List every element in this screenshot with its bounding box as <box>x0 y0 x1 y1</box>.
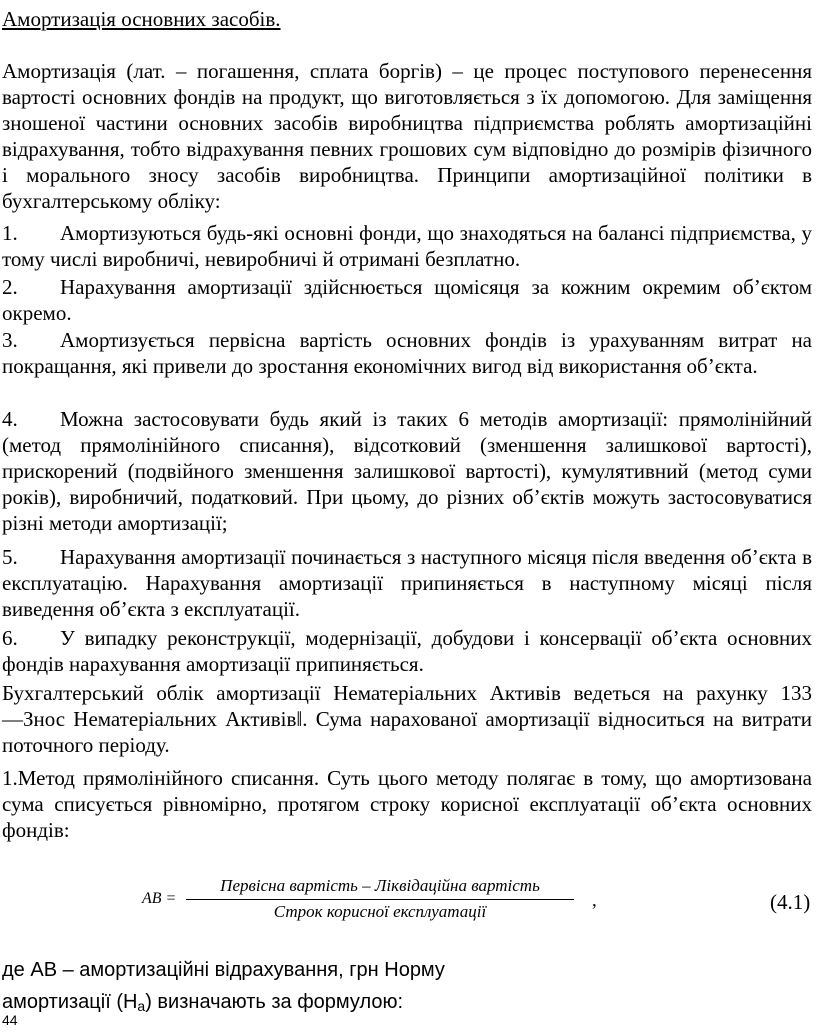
item-number: 4. <box>2 407 18 431</box>
definition-paragraph <box>2 954 812 1022</box>
equation-number: (4.1) <box>770 890 811 914</box>
accounting-paragraph: Бухгалтерський облік амортизації Нематеріальних Активів ведеться на рахунку 133 ―Знос Нематеріальних Активів‖. Сума нарахованої амортизації відноситься на витрати поточного періоду. <box>2 681 812 757</box>
principle-item-1 <box>2 220 812 272</box>
principle-item-3 <box>2 327 812 379</box>
method-paragraph: 1.Метод прямолінійного списання. Суть цього методу полягає в тому, що амортизована сума списується рівномірно, протягом строку корисної експлуатації об’єкта основних фондів: <box>2 766 812 842</box>
fraction-bar <box>186 899 574 900</box>
item-text: У випадку реконструкції, модернізації, добудови і консервації об’єкта основних фондів нарахування амортизації припиняється. <box>2 626 812 676</box>
item-number: 1. <box>2 221 18 245</box>
item-number: 2. <box>2 275 18 299</box>
definition-line-1: де АВ – амортизаційні відрахування, грн Норму <box>2 959 445 981</box>
formula-lhs: АВ = <box>142 890 177 907</box>
line2-end: ) визначають за формулою: <box>145 991 404 1013</box>
principle-item-2 <box>2 274 812 326</box>
item-text: Нарахування амортизації починається з наступного місяця після введення об’єкта в експлуатацію. Нарахування амортизації припиняється в наступному місяці після виведення об’єкта з експлуатації. <box>2 545 812 621</box>
principle-item-6 <box>2 625 812 677</box>
formula-denominator: Строк корисної експлуатації <box>273 902 487 921</box>
item-text: Амортизуються будь-які основні фонди, що знаходяться на балансі підприємства, у тому числі виробничі, невиробничі й отримані безплатно. <box>2 221 812 271</box>
item-text: Можна застосовувати будь який із таких 6 методів амортизації: прямолінійний (метод прямолінійного списання), відсотковий (зменшення залишкової вартості), прискорений (подвійного зменшення залишкової вартості), кумулятивний (метод суми років), виробничий, податковий. При цьому, до різних об’єктів можуть застосовуватися різні методи амортизації; <box>2 407 812 535</box>
item-number: 5. <box>2 545 18 569</box>
principle-item-5 <box>2 544 812 622</box>
item-number: 3. <box>2 328 18 352</box>
line2-start: амортизації (Н <box>2 991 138 1013</box>
definition-line-2 <box>2 991 403 1013</box>
intro-paragraph: Амортизація (лат. – погашення, сплата боргів) – це процес поступового перенесення вартості основних фондів на продукт, що виготовляється з їх допомогою. Для заміщення зношеної частини основних засобів виробництва підприємства роблять амортизаційні відрахування, тобто відрахування певних грошових сум відповідно до розмірів фізичного і морального зносу засобів виробництва. Принципи амортизаційної політики в бухгалтерському обліку: <box>2 59 812 213</box>
formula-fraction <box>186 876 574 922</box>
formula-comma: , <box>592 890 597 911</box>
item-number: 6. <box>2 626 18 650</box>
subscript-a: а <box>137 998 146 1014</box>
principle-item-4 <box>2 406 812 536</box>
item-text: Амортизується первісна вартість основних фондів із урахуванням витрат на покращання, які привели до зростання економічних вигод від використання об’єкта. <box>2 328 812 378</box>
page-number: 44 <box>2 1012 18 1028</box>
formula-numerator: Первісна вартість – Ліквідаційна вартість <box>220 876 540 895</box>
section-title: Амортизація основних засобів. <box>2 7 281 31</box>
item-text: Нарахування амортизації здійснюється щомісяця за кожним окремим об’єктом окремо. <box>2 275 812 325</box>
formula-4-1 <box>0 872 816 932</box>
